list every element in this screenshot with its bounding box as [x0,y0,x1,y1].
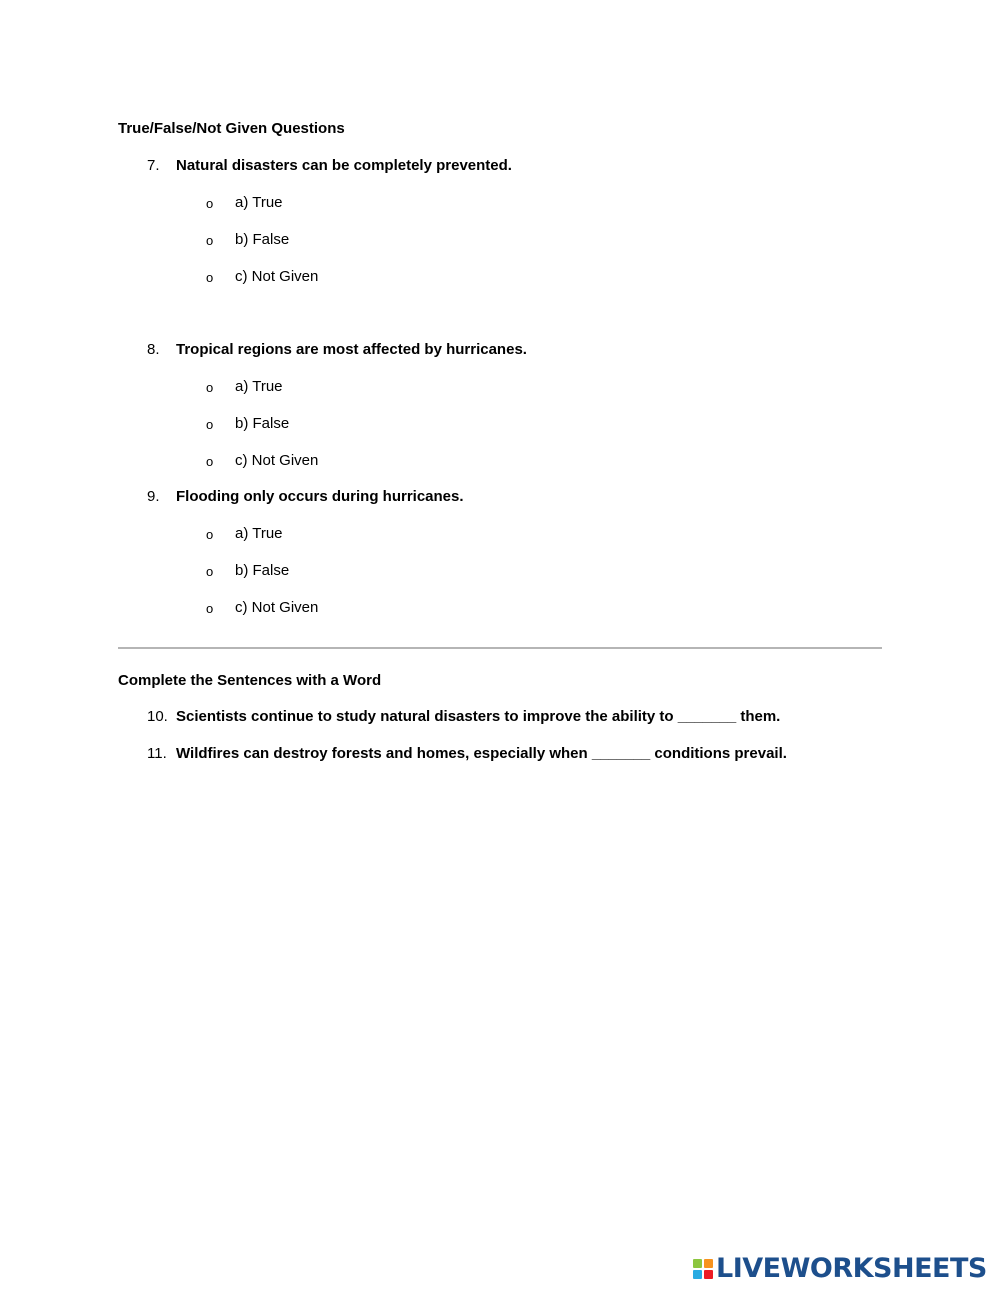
bullet-icon: o [206,270,214,285]
liveworksheets-logo [693,1253,987,1284]
bullet-icon: o [206,564,214,579]
question-text: Flooding only occurs during hurricanes. [176,488,464,505]
option-true[interactable]: a) True [235,525,283,542]
bullet-icon: o [206,601,214,616]
fill-in-sentence[interactable]: Scientists continue to study natural disasters to improve the ability to _______ them. [176,708,781,725]
bullet-icon: o [206,454,214,469]
option-false[interactable]: b) False [235,415,290,432]
option-not-given[interactable]: c) Not Given [235,268,319,285]
option-false[interactable]: b) False [235,231,290,248]
question-number: 10. [147,708,168,725]
option-not-given[interactable]: c) Not Given [235,452,319,469]
option-true[interactable]: a) True [235,378,283,395]
section-divider [118,647,882,649]
section-heading-true-false: True/False/Not Given Questions [118,120,345,137]
logo-square-blue [693,1270,702,1279]
section-heading-complete-sentences: Complete the Sentences with a Word [118,672,382,689]
logo-square-green [693,1259,702,1268]
option-true[interactable]: a) True [235,194,283,211]
logo-text: LIVEWORKSHEETS [716,1253,987,1284]
logo-icon [693,1259,713,1279]
bullet-icon: o [206,527,214,542]
bullet-icon: o [206,417,214,432]
question-number: 9. [147,488,160,505]
bullet-icon: o [206,196,214,211]
question-number: 8. [147,341,160,358]
bullet-icon: o [206,233,214,248]
fill-in-sentence[interactable]: Wildfires can destroy forests and homes, especially when _______ conditions prevail. [176,745,787,762]
option-not-given[interactable]: c) Not Given [235,599,319,616]
question-text: Tropical regions are most affected by hurricanes. [176,341,527,358]
logo-square-orange [704,1259,713,1268]
question-number: 11. [147,745,167,762]
question-text: Natural disasters can be completely prevented. [176,157,512,174]
bullet-icon: o [206,380,214,395]
option-false[interactable]: b) False [235,562,290,579]
question-number: 7. [147,157,160,174]
logo-square-red [704,1270,713,1279]
